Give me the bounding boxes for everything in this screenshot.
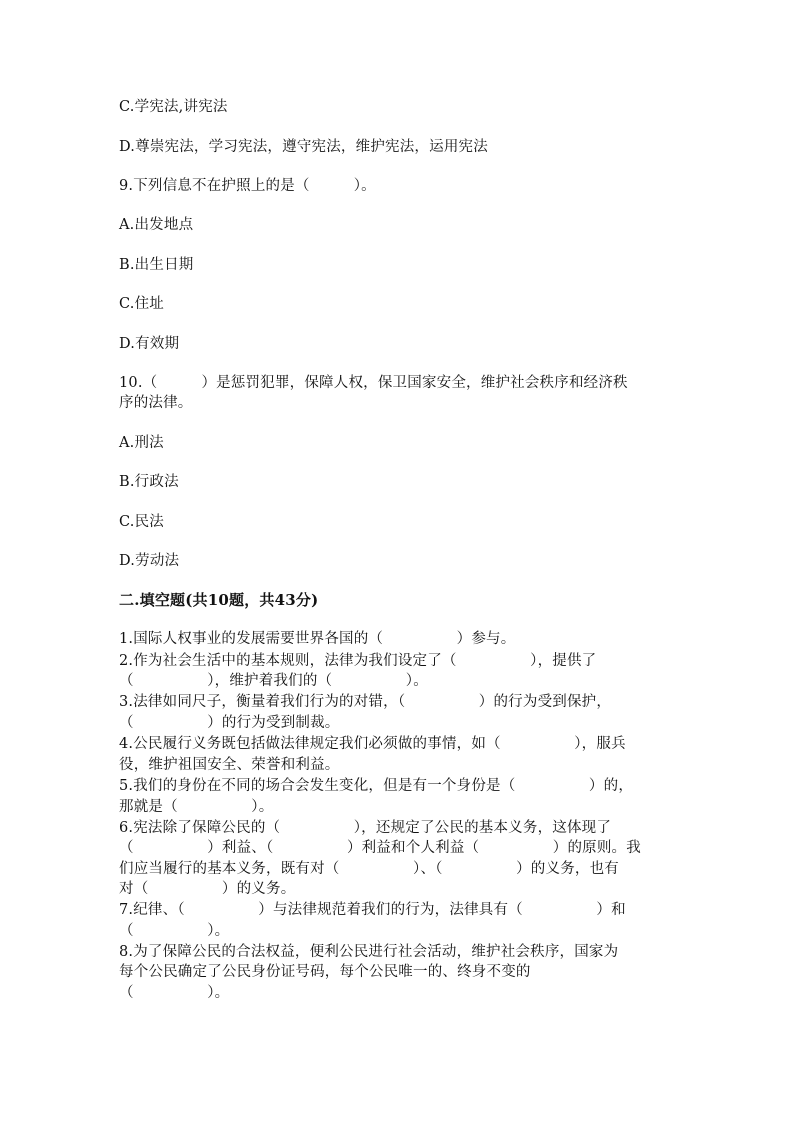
fill-blank-line: 每个公民确定了公民身份证号码，每个公民唯一的、终身不变的 [119,964,531,980]
fill-blank-line: 那就是（ ）。 [119,799,274,815]
question-10-stem-line1: 10.（ ）是惩罚犯罪，保障人权，保卫国家安全，维护社会秩序和经济秩 [119,375,628,391]
option-c-q8: C.学宪法,讲宪法 [119,99,228,115]
section-heading: 二.填空题(共10题，共43分) [119,591,319,609]
fill-blank-line: 7.纪律、（ ）与法律规范着我们的行为，法律具有（ ）和 [119,902,626,918]
fill-blank-line: （ ）的行为受到制裁。 [119,715,340,731]
option-b-q10: B.行政法 [119,474,179,490]
fill-blank-line: 8.为了保障公民的合法权益，便利公民进行社会活动，维护社会秩序，国家为 [119,944,619,960]
option-b-q9: B.出生日期 [119,257,194,273]
fill-blank-line: 役，维护祖国安全、荣誉和利益。 [119,757,340,773]
question-10-stem-line2: 序的法律。 [119,395,193,411]
fill-blank-line: 对（ ）的义务。 [119,881,296,897]
fill-blank-line: （ ），维护着我们的（ ）。 [119,673,428,689]
option-c-q10: C.民法 [119,514,164,530]
fill-blank-line: （ ）。 [119,923,230,939]
fill-blank-line: 1.国际人权事业的发展需要世界各国的（ ）参与。 [119,631,516,647]
fill-blank-line: 6.宪法除了保障公民的（ ），还规定了公民的基本义务，这体现了 [119,820,612,836]
question-9-stem: 9.下列信息不在护照上的是（ ）。 [119,178,376,194]
option-a-q9: A.出发地点 [119,217,194,233]
fill-blank-line: 5.我们的身份在不同的场合会发生变化，但是有一个身份是（ ）的， [119,778,634,794]
option-d-q9: D.有效期 [119,336,180,352]
fill-blank-line: 4.公民履行义务既包括做法律规定我们必须做的事情，如（ ），服兵 [119,736,626,752]
option-c-q9: C.住址 [119,296,164,312]
fill-blank-line: （ ）。 [119,985,230,1001]
option-d-q10: D.劳动法 [119,553,180,569]
fill-blank-line: （ ）利益、（ ）利益和个人利益（ ）的原则。我 [119,840,641,856]
fill-blank-line: 们应当履行的基本义务，既有对（ ）、（ ）的义务，也有 [119,861,619,877]
fill-blank-line: 3.法律如同尺子，衡量着我们行为的对错，（ ）的行为受到保护， [119,694,612,710]
fill-blank-line: 2.作为社会生活中的基本规则，法律为我们设定了（ ），提供了 [119,653,597,669]
option-a-q10: A.刑法 [119,435,164,451]
option-d-q8: D.尊崇宪法，学习宪法，遵守宪法，维护宪法，运用宪法 [119,139,488,155]
